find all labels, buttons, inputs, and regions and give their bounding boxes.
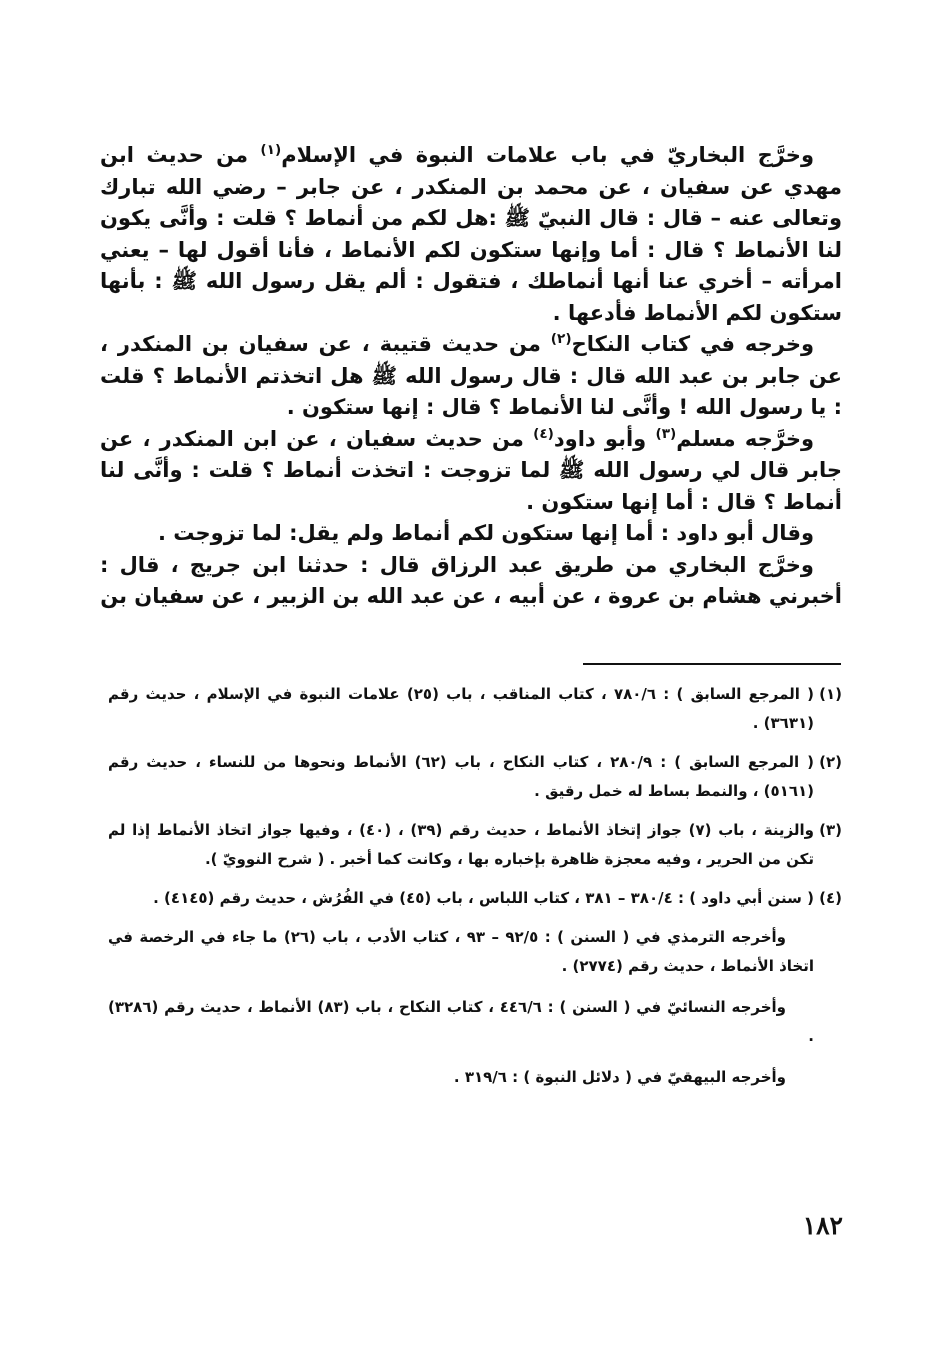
footnote-ref-4: (٤) [533, 425, 554, 442]
footnote-ref-1: (١) [260, 142, 282, 158]
footnote-text: ( المرجع السابق ) : ٢٨٠/٩ ، كتاب النكاح ، باب (٦٢) الأنماط ونحوها من للنساء ، حديث رقم (٥١٦١) ، والنمط بساط له خمل رقيق . [108, 753, 814, 800]
paragraph-3-text-c: من حديث سفيان ، عن ابن المنكدر ، عن جابر قال لي رسول الله ﷺ لما تزوجت : اتخذت أنماط ؟ قلت : وأنَّى لنا أنماط ؟ قال : أما إنها ستكون . [100, 426, 842, 514]
paragraph-3-text-b: وأبو داود [553, 426, 656, 451]
paragraph-4: وقال أبو داود : أما إنها ستكون لكم أنماط ولم يقل: لما تزوجت . [157, 521, 814, 545]
footnote-text: والزينة ، باب (٧) جواز إتخاذ الأنماط ، حديث رقم (٣٩) ، (٤٠) ، وفيها جواز اتخاذ الأنماط إذا لم تكن من الحرير ، وفيه معجزة ظاهرة بإخباره بها ، وكانت كما أخبر . ( شرح النوويّ ). [108, 821, 814, 868]
paragraph-1-text-a: وخرَّج البخاريّ في باب علامات النبوة في الإسلام [281, 143, 814, 167]
paragraph-5: وخرَّج البخاري من طريق عبد الرزاق قال : حدثنا ابن جريج ، قال : أخبرني هشام بن عروة ، عن أبيه ، عن عبد الله بن الزبير ، عن سفيان بن [100, 552, 842, 608]
footnote-continuation: وأخرجه الترمذي في ( السنن ) : ٩٢/٥ – ٩٣ ، كتاب الأدب ، باب (٢٦) ما جاء في الرخصة في اتخاذ الأنماط ، حديث رقم (٢٧٧٤) . [108, 928, 814, 975]
paragraph-1 [100, 140, 842, 329]
paragraph-2-text-b: من حديث قتيبة ، عن سفيان بن المنكدر ، عن جابر بن عبد الله قال : قال رسول الله ﷺ هل اتخذتم الأنماط ؟ قلت : يا رسول الله ! وأنَّى لنا الأنماط ؟ قال : إنها ستكون . [100, 332, 842, 419]
paragraph-3 [100, 424, 842, 519]
paragraph-3-text-a: وخرَّجه مسلم [676, 426, 815, 451]
paragraph-1-text-b: من حديث ابن مهدي عن سفيان ، عن محمد بن المنكدر ، عن جابر – رضي الله تبارك وتعالى عنه – قال : قال النبيّ ﷺ :هل لكم من أنماط ؟ قلت : وأنَّى يكون لنا الأنماط ؟ قال : أما وإنها ستكون لكم الأنماط ، فأنا أقول لها – يعني امرأته – أخري عنا أنها أنماطك ، فتقول : ألم يقل رسول الله ﷺ : بأنها ستكون لكم الأنماط فأدعها . [100, 143, 842, 325]
footnote-text: ( المرجع السابق ) : ٧٨٠/٦ ، كتاب المناقب ، باب (٢٥) علامات النبوة في الإسلام ، حديث رقم (٣٦٣١) . [108, 685, 814, 732]
footnote-number: (٣) [819, 821, 842, 839]
footnote-item [108, 680, 842, 738]
footnote-separator [583, 663, 841, 665]
footnote-item [108, 816, 842, 874]
footnote-item [108, 884, 842, 913]
footnote-ref-2: (٢) [550, 331, 572, 347]
footnote-continuation: وأخرجه النسائيّ في ( السنن ) : ٤٤٦/٦ ، كتاب النكاح ، باب (٨٣) الأنماط ، حديث رقم (٣٢٨٦) . [108, 998, 814, 1045]
footnote-number: (١) [819, 685, 842, 703]
footnote-number: (٢) [819, 753, 842, 771]
footnote-number: (٤) [819, 889, 842, 907]
footnotes [108, 680, 842, 1104]
page-number: ١٨٢ [802, 1211, 843, 1240]
paragraph-2 [100, 329, 842, 424]
footnote-ref-3: (٣) [655, 425, 677, 442]
footnote-continuation: وأخرجه البيهقيّ في ( دلائل النبوة ) : ٣١٩/٦ . [453, 1068, 786, 1086]
footnote-text: ( سنن أبي داود ) : ٣٨٠/٤ – ٣٨١ ، كتاب اللباس ، باب (٤٥) في الفُرُش ، حديث رقم (٤١٤٥) . [153, 889, 814, 907]
paragraph-2-text-a: وخرجه في كتاب النكاح [571, 332, 815, 356]
main-text [100, 140, 842, 613]
footnote-item [108, 748, 842, 806]
